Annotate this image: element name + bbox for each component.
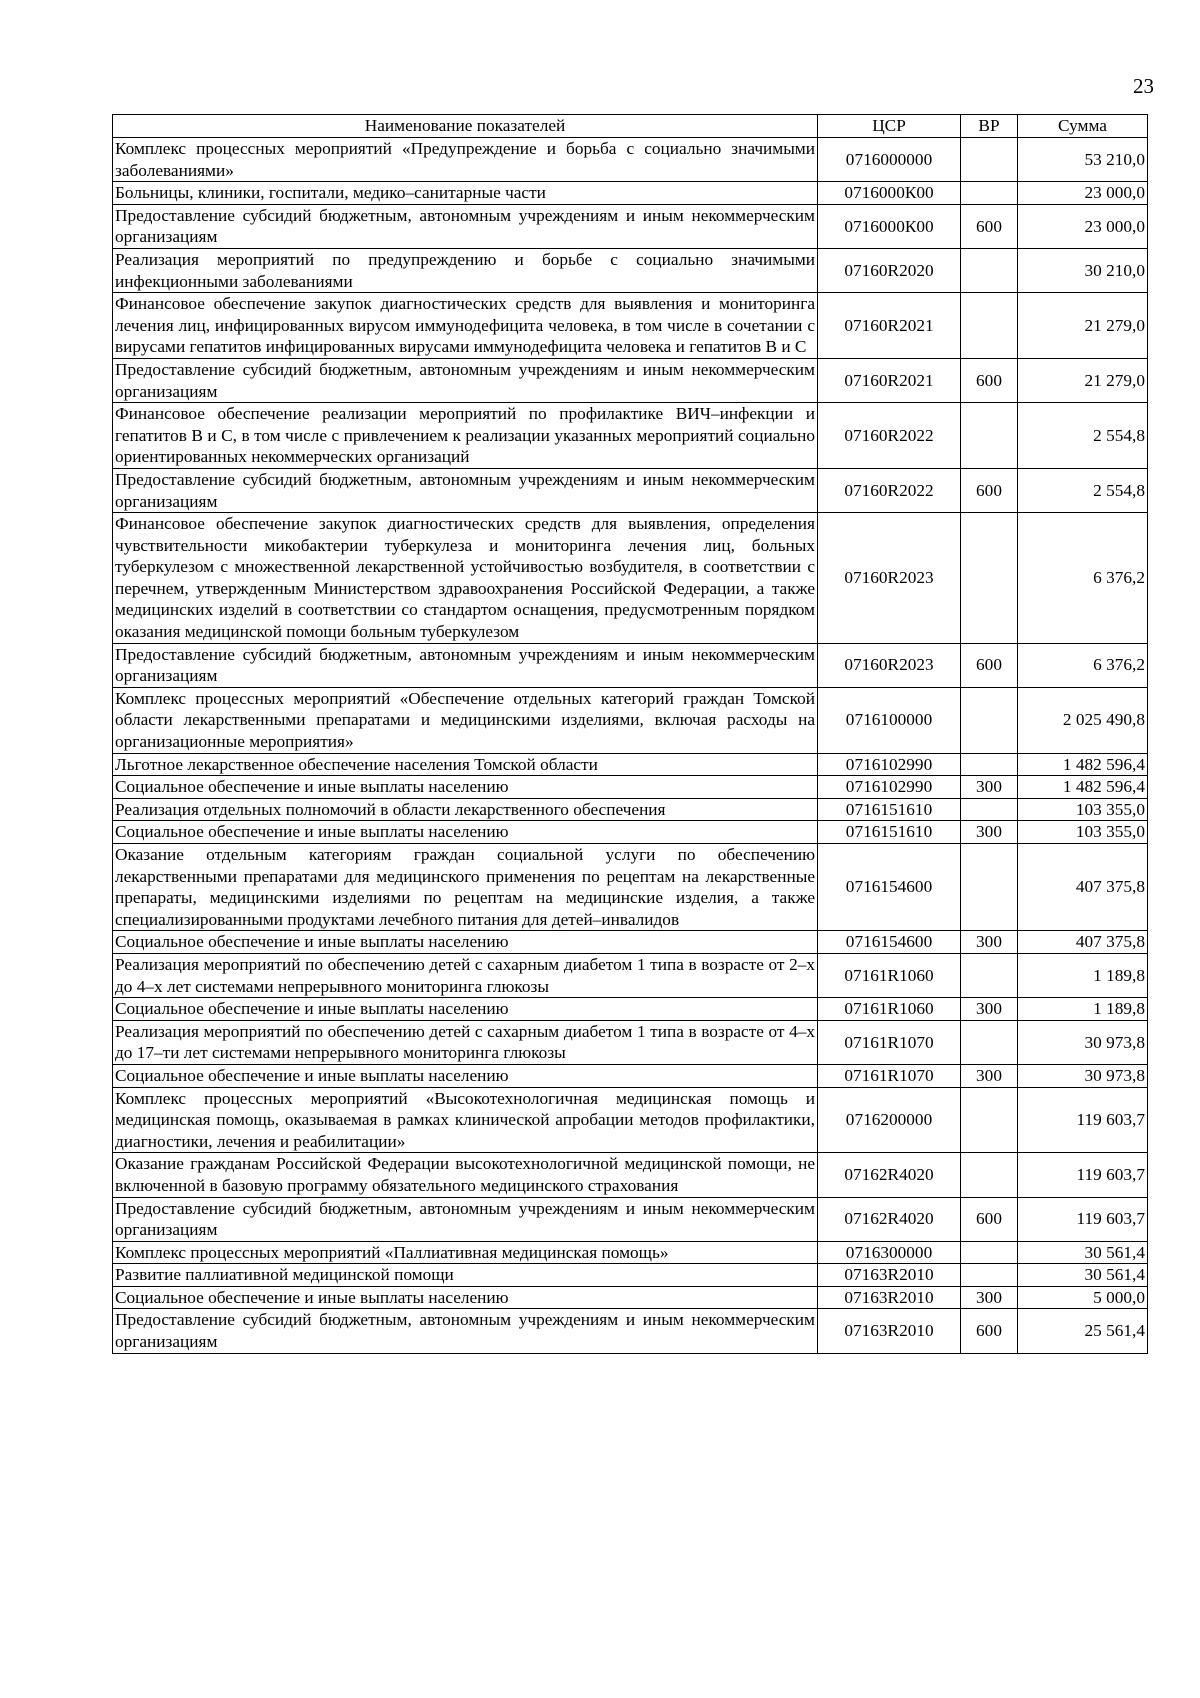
row-name-cell: Финансовое обеспечение закупок диагностических средств для выявления, определения чувствительности микобактерии туберкулеза и мониторинга лечения лиц, больных туберкулезом с множественной лекарственной устойчивостью возбудителя, в соответствии с перечнем, утвержденным Министерством здравоохранения Российской Федерации, а также медицинских изделий в соответствии со стандартом оснащения, предусмотренным порядком оказания медицинской помощи больным туберкулезом (113, 513, 818, 644)
row-sum-cell: 23 000,0 (1018, 182, 1148, 205)
row-sum-cell: 2 025 490,8 (1018, 687, 1148, 753)
row-vr-cell: 600 (961, 468, 1018, 512)
row-name-cell: Комплекс процессных мероприятий «Обеспечение отдельных категорий граждан Томской области лекарственными препаратами и медицинскими изделиями, включая расходы на организационные мероприятия» (113, 687, 818, 753)
row-name-cell: Финансовое обеспечение реализации мероприятий по профилактике ВИЧ–инфекции и гепатитов В и С, в том числе с привлечением к реализации указанных мероприятий социально ориентированных некоммерческих организаций (113, 403, 818, 469)
row-csr-cell: 07161R1060 (818, 953, 961, 997)
table-row (113, 403, 1148, 469)
row-csr-cell: 07160R2020 (818, 248, 961, 292)
row-sum-cell: 2 554,8 (1018, 403, 1148, 469)
row-vr-cell (961, 687, 1018, 753)
row-sum-cell: 23 000,0 (1018, 204, 1148, 248)
row-csr-cell: 0716000000 (818, 138, 961, 182)
row-vr-cell: 300 (961, 998, 1018, 1021)
table-row (113, 1264, 1148, 1287)
row-csr-cell: 0716100000 (818, 687, 961, 753)
row-csr-cell: 0716151610 (818, 798, 961, 821)
row-sum-cell: 21 279,0 (1018, 293, 1148, 359)
header-sum: Сумма (1018, 115, 1148, 138)
row-vr-cell: 300 (961, 1064, 1018, 1087)
row-csr-cell: 0716102990 (818, 753, 961, 776)
row-name-cell: Социальное обеспечение и иные выплаты населению (113, 998, 818, 1021)
row-csr-cell: 0716154600 (818, 844, 961, 931)
row-name-cell: Социальное обеспечение и иные выплаты населению (113, 1286, 818, 1309)
table-row (113, 1197, 1148, 1241)
row-sum-cell: 53 210,0 (1018, 138, 1148, 182)
table-row (113, 798, 1148, 821)
row-csr-cell: 07161R1070 (818, 1020, 961, 1064)
table-row (113, 1286, 1148, 1309)
table-row (113, 293, 1148, 359)
table-row (113, 953, 1148, 997)
table-row (113, 931, 1148, 954)
row-name-cell: Комплекс процессных мероприятий «Высокотехнологичная медицинская помощь и медицинская помощь, оказываемая в рамках клинической апробации методов профилактики, диагностики, лечения и реабилитации» (113, 1087, 818, 1153)
table-row (113, 1087, 1148, 1153)
row-csr-cell: 0716200000 (818, 1087, 961, 1153)
row-sum-cell: 5 000,0 (1018, 1286, 1148, 1309)
row-name-cell: Предоставление субсидий бюджетным, автономным учреждениям и иным некоммерческим организациям (113, 358, 818, 402)
header-csr: ЦСР (818, 115, 961, 138)
row-name-cell: Реализация отдельных полномочий в области лекарственного обеспечения (113, 798, 818, 821)
table-row (113, 248, 1148, 292)
row-csr-cell: 07163R2010 (818, 1286, 961, 1309)
row-name-cell: Реализация мероприятий по обеспечению детей с сахарным диабетом 1 типа в возрасте от 2–х до 4–х лет системами непрерывного мониторинга глюкозы (113, 953, 818, 997)
row-vr-cell: 300 (961, 931, 1018, 954)
table-row (113, 687, 1148, 753)
row-csr-cell: 07163R2010 (818, 1309, 961, 1353)
row-name-cell: Предоставление субсидий бюджетным, автономным учреждениям и иным некоммерческим организациям (113, 1197, 818, 1241)
row-sum-cell: 119 603,7 (1018, 1197, 1148, 1241)
row-vr-cell (961, 1153, 1018, 1197)
row-vr-cell: 600 (961, 1309, 1018, 1353)
row-csr-cell: 07161R1060 (818, 998, 961, 1021)
table-row (113, 776, 1148, 799)
row-name-cell: Предоставление субсидий бюджетным, автономным учреждениям и иным некоммерческим организациям (113, 643, 818, 687)
row-csr-cell: 0716300000 (818, 1241, 961, 1264)
row-sum-cell: 1 482 596,4 (1018, 776, 1148, 799)
row-vr-cell (961, 753, 1018, 776)
row-sum-cell: 6 376,2 (1018, 513, 1148, 644)
row-name-cell: Предоставление субсидий бюджетным, автономным учреждениям и иным некоммерческим организациям (113, 204, 818, 248)
table-row (113, 204, 1148, 248)
row-sum-cell: 30 561,4 (1018, 1241, 1148, 1264)
row-sum-cell: 1 482 596,4 (1018, 753, 1148, 776)
row-name-cell: Предоставление субсидий бюджетным, автономным учреждениям и иным некоммерческим организациям (113, 1309, 818, 1353)
row-name-cell: Предоставление субсидий бюджетным, автономным учреждениям и иным некоммерческим организациям (113, 468, 818, 512)
row-sum-cell: 119 603,7 (1018, 1087, 1148, 1153)
row-vr-cell (961, 1241, 1018, 1264)
row-vr-cell (961, 1020, 1018, 1064)
row-sum-cell: 30 561,4 (1018, 1264, 1148, 1287)
row-vr-cell (961, 293, 1018, 359)
table-row (113, 1241, 1148, 1264)
table-row (113, 513, 1148, 644)
row-vr-cell: 300 (961, 1286, 1018, 1309)
table-header-row (113, 115, 1148, 138)
row-csr-cell: 0716154600 (818, 931, 961, 954)
table-row (113, 1153, 1148, 1197)
page-number: 23 (1133, 74, 1154, 98)
row-vr-cell (961, 182, 1018, 205)
row-sum-cell: 30 973,8 (1018, 1020, 1148, 1064)
table-row (113, 643, 1148, 687)
row-sum-cell: 103 355,0 (1018, 821, 1148, 844)
row-name-cell: Финансовое обеспечение закупок диагностических средств для выявления и мониторинга лечения лиц, инфицированных вирусом иммунодефицита человека, в том числе в сочетании с вирусами гепатитов инфицированных вирусами иммунодефицита человека и гепатитов В и С (113, 293, 818, 359)
row-csr-cell: 0716000К00 (818, 204, 961, 248)
row-sum-cell: 2 554,8 (1018, 468, 1148, 512)
row-csr-cell: 07160R2023 (818, 513, 961, 644)
table-row (113, 138, 1148, 182)
row-csr-cell: 07161R1070 (818, 1064, 961, 1087)
row-vr-cell (961, 513, 1018, 644)
header-name: Наименование показателей (113, 115, 818, 138)
row-csr-cell: 07160R2021 (818, 293, 961, 359)
row-sum-cell: 30 210,0 (1018, 248, 1148, 292)
row-vr-cell: 300 (961, 821, 1018, 844)
table-row (113, 182, 1148, 205)
row-sum-cell: 1 189,8 (1018, 998, 1148, 1021)
header-vr: ВР (961, 115, 1018, 138)
row-name-cell: Оказание гражданам Российской Федерации высокотехнологичной медицинской помощи, не включенной в базовую программу обязательного медицинского страхования (113, 1153, 818, 1197)
row-vr-cell (961, 1264, 1018, 1287)
table-row (113, 821, 1148, 844)
row-vr-cell: 600 (961, 643, 1018, 687)
table-row (113, 1309, 1148, 1353)
row-name-cell: Оказание отдельным категориям граждан социальной услуги по обеспечению лекарственными препаратами для медицинского применения по рецептам на лекарственные препараты, медицинскими изделиями по рецептам на медицинские изделия, а также специализированными продуктами лечебного питания для детей–инвалидов (113, 844, 818, 931)
row-csr-cell: 07160R2022 (818, 403, 961, 469)
row-vr-cell: 300 (961, 776, 1018, 799)
row-vr-cell (961, 1087, 1018, 1153)
row-sum-cell: 407 375,8 (1018, 844, 1148, 931)
row-vr-cell (961, 403, 1018, 469)
row-sum-cell: 119 603,7 (1018, 1153, 1148, 1197)
row-vr-cell (961, 138, 1018, 182)
row-sum-cell: 103 355,0 (1018, 798, 1148, 821)
row-sum-cell: 1 189,8 (1018, 953, 1148, 997)
row-csr-cell: 07162R4020 (818, 1197, 961, 1241)
row-sum-cell: 30 973,8 (1018, 1064, 1148, 1087)
row-name-cell: Реализация мероприятий по предупреждению и борьбе с социально значимыми инфекционными заболеваниями (113, 248, 818, 292)
row-name-cell: Социальное обеспечение и иные выплаты населению (113, 1064, 818, 1087)
row-vr-cell (961, 953, 1018, 997)
table-row (113, 1020, 1148, 1064)
row-sum-cell: 25 561,4 (1018, 1309, 1148, 1353)
row-name-cell: Реализация мероприятий по обеспечению детей с сахарным диабетом 1 типа в возрасте от 4–х до 17–ти лет системами непрерывного мониторинга глюкозы (113, 1020, 818, 1064)
table-row (113, 753, 1148, 776)
row-vr-cell: 600 (961, 1197, 1018, 1241)
table-row (113, 998, 1148, 1021)
row-vr-cell: 600 (961, 358, 1018, 402)
budget-table (112, 114, 1148, 1354)
row-vr-cell (961, 844, 1018, 931)
table-row (113, 1064, 1148, 1087)
row-csr-cell: 07160R2023 (818, 643, 961, 687)
table-body (113, 138, 1148, 1354)
row-name-cell: Льготное лекарственное обеспечение населения Томской области (113, 753, 818, 776)
row-csr-cell: 07160R2022 (818, 468, 961, 512)
row-name-cell: Социальное обеспечение и иные выплаты населению (113, 821, 818, 844)
row-name-cell: Больницы, клиники, госпитали, медико–санитарные части (113, 182, 818, 205)
row-csr-cell: 07162R4020 (818, 1153, 961, 1197)
row-csr-cell: 0716102990 (818, 776, 961, 799)
row-csr-cell: 07160R2021 (818, 358, 961, 402)
table-row (113, 358, 1148, 402)
table-row (113, 468, 1148, 512)
table-row (113, 844, 1148, 931)
row-name-cell: Социальное обеспечение и иные выплаты населению (113, 931, 818, 954)
row-vr-cell (961, 248, 1018, 292)
row-sum-cell: 21 279,0 (1018, 358, 1148, 402)
row-vr-cell (961, 798, 1018, 821)
row-vr-cell: 600 (961, 204, 1018, 248)
row-csr-cell: 0716000К00 (818, 182, 961, 205)
row-csr-cell: 07163R2010 (818, 1264, 961, 1287)
row-sum-cell: 407 375,8 (1018, 931, 1148, 954)
row-name-cell: Развитие паллиативной медицинской помощи (113, 1264, 818, 1287)
row-name-cell: Социальное обеспечение и иные выплаты населению (113, 776, 818, 799)
row-name-cell: Комплекс процессных мероприятий «Предупреждение и борьба с социально значимыми заболеваниями» (113, 138, 818, 182)
row-sum-cell: 6 376,2 (1018, 643, 1148, 687)
row-name-cell: Комплекс процессных мероприятий «Паллиативная медицинская помощь» (113, 1241, 818, 1264)
row-csr-cell: 0716151610 (818, 821, 961, 844)
